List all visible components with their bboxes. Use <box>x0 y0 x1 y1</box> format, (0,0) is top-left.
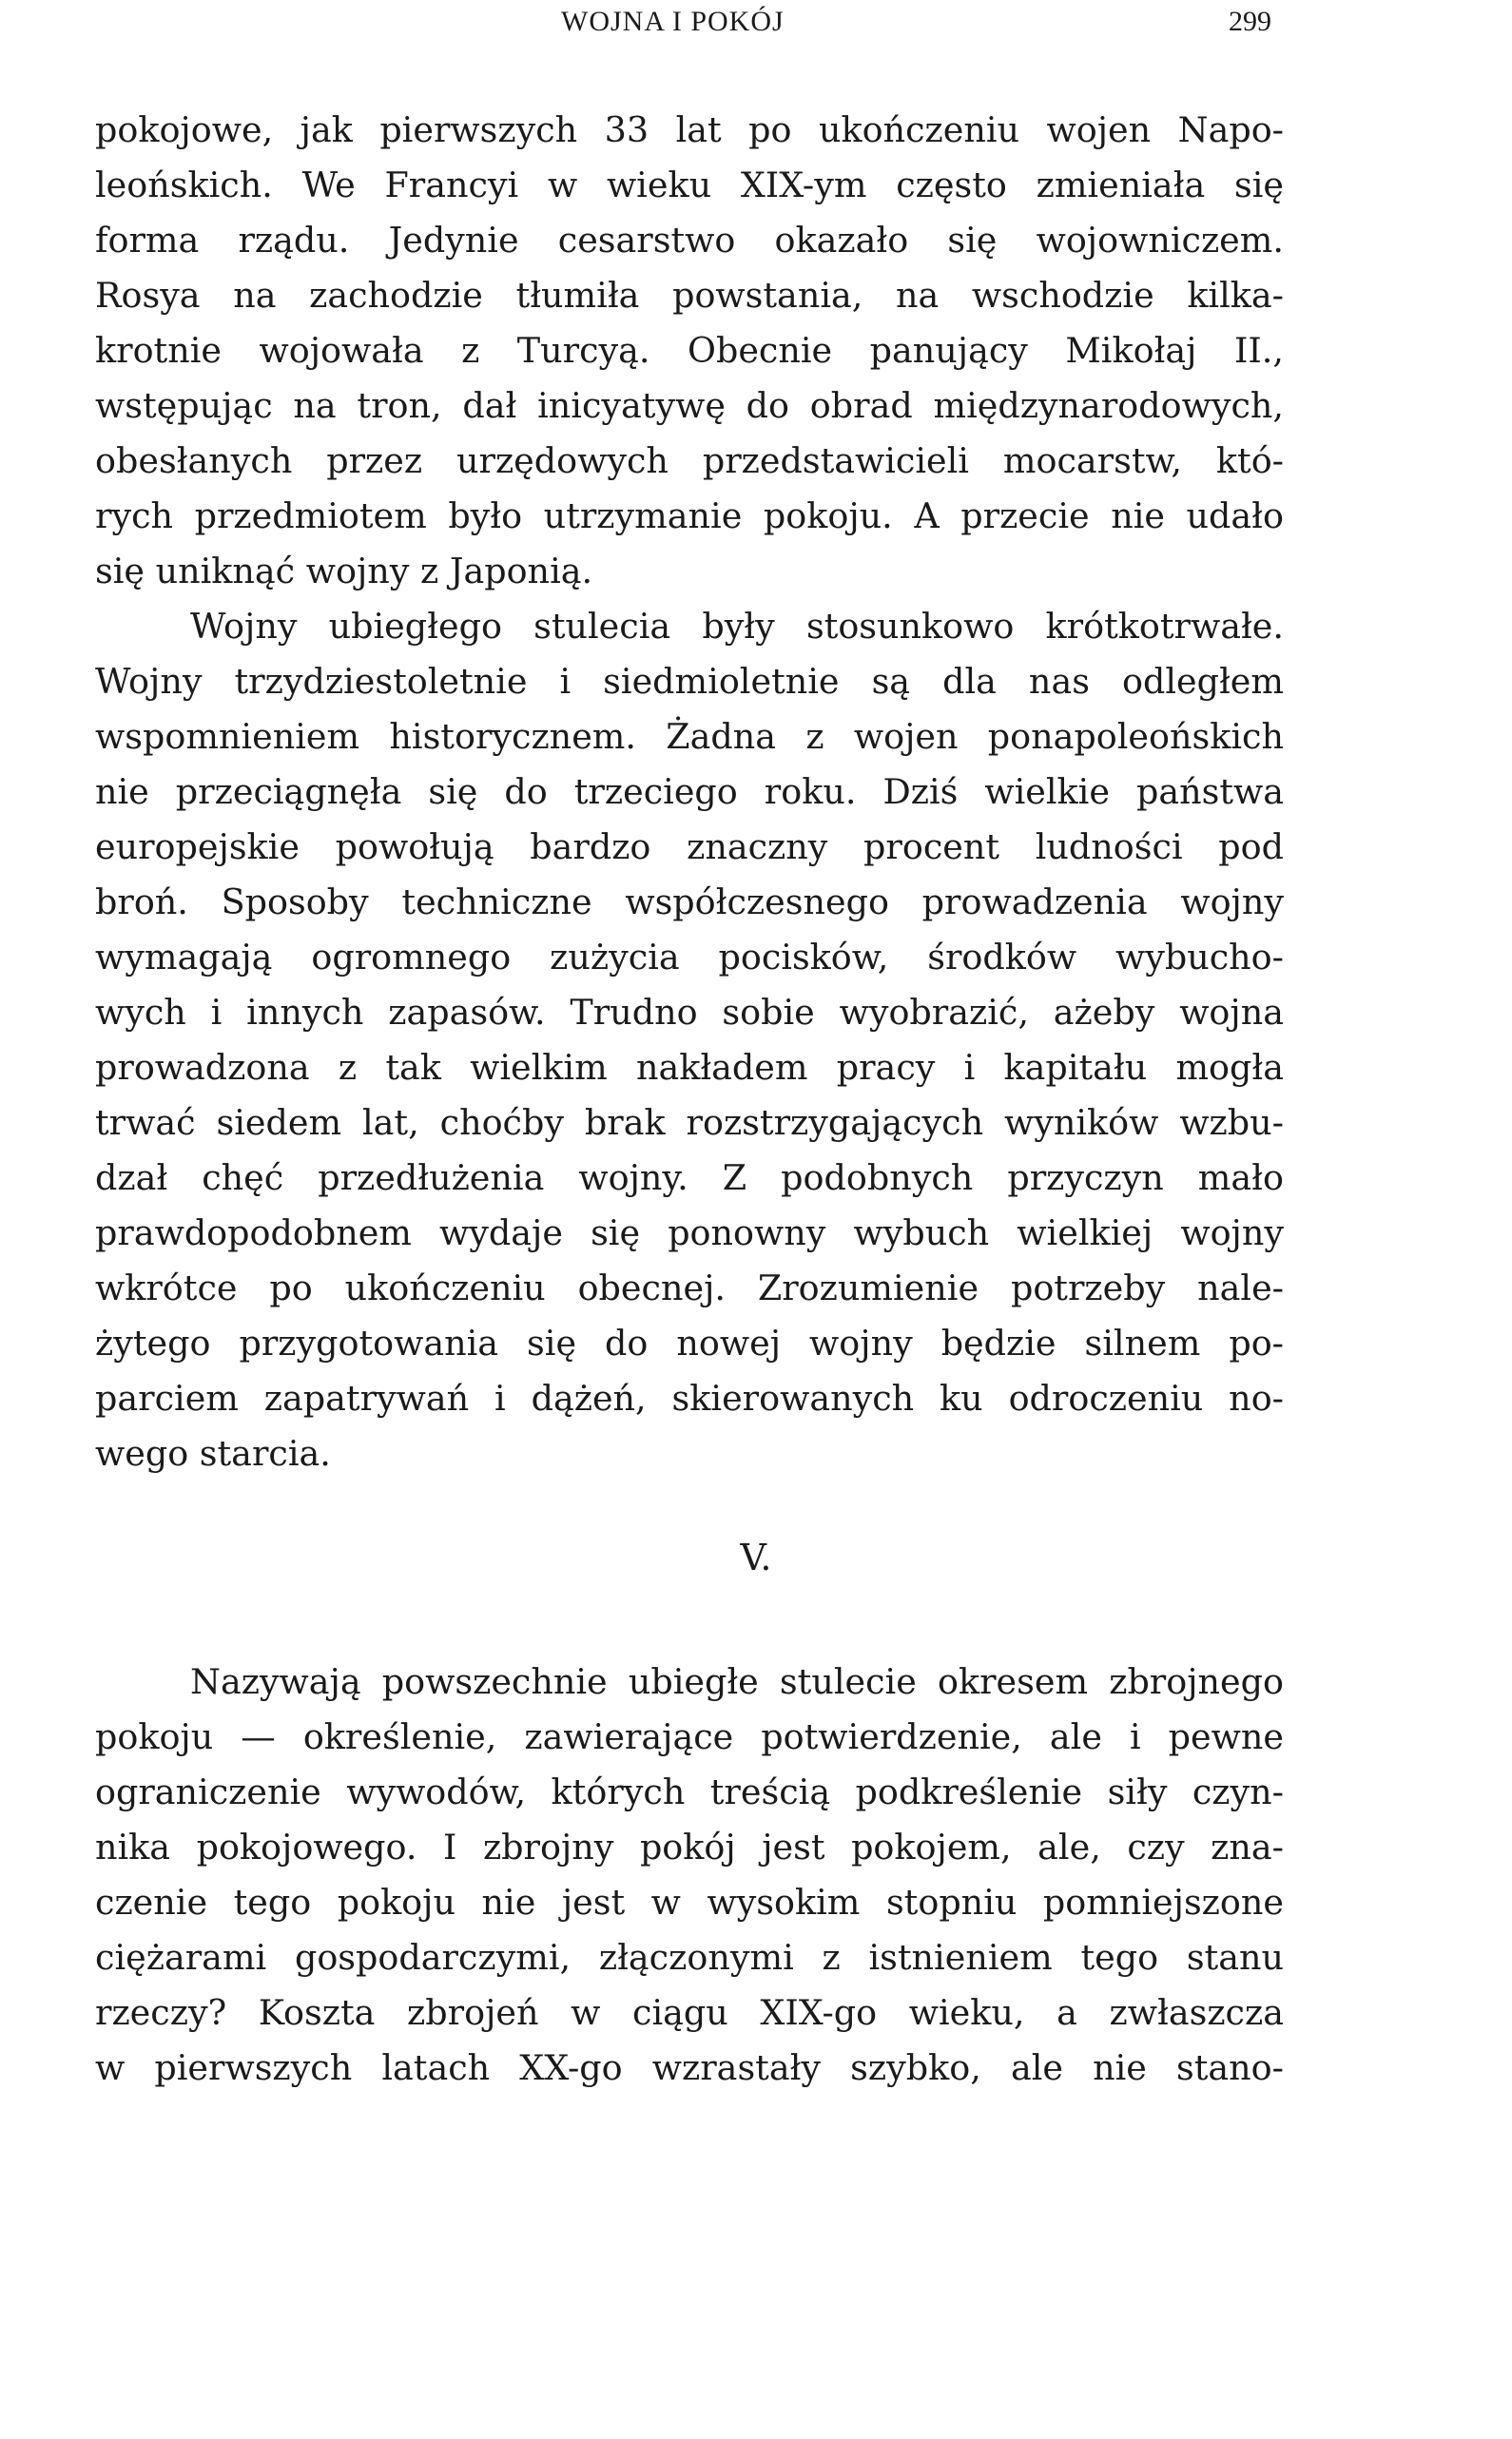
text-line: leońskich. We Francyi w wieku XIX-ym często zmieniała się <box>95 165 1284 205</box>
text-line: parciem zapatrywań i dążeń, skierowanych ku odroczeniu no- <box>95 1378 1284 1419</box>
text-line: wymagają ogromnego zużycia pocisków, środków wybucho- <box>95 937 1284 978</box>
running-header <box>0 6 1512 44</box>
text-line: prawdopodobnem wydaje się ponowny wybuch wielkiej wojny <box>95 1212 1284 1253</box>
text-line: Rosya na zachodzie tłumiła powstania, na wschodzie kilka- <box>95 275 1284 316</box>
text-line: broń. Sposoby techniczne współczesnego prowadzenia wojny <box>95 881 1284 922</box>
text-line: Wojny trzydziestoletnie i siedmioletnie są dla nas odległem <box>95 661 1284 702</box>
text-line: nie przeciągnęła się do trzeciego roku. Dziś wielkie państwa <box>95 771 1284 812</box>
text-line: pokoju — określenie, zawierające potwierdzenie, ale i pewne <box>95 1716 1284 1757</box>
text-line: się uniknąć wojny z Japonią. <box>95 551 593 591</box>
text-line: żytego przygotowania się do nowej wojny będzie silnem po- <box>95 1323 1284 1364</box>
text-line: rzeczy? Koszta zbrojeń w ciągu XIX-go wieku, a zwłaszcza <box>95 1992 1284 2033</box>
text-line: rych przedmiotem było utrzymanie pokoju. A przecie nie udało <box>95 495 1284 536</box>
text-line: wkrótce po ukończeniu obecnej. Zrozumienie potrzeby nale- <box>95 1268 1284 1308</box>
text-line: prowadzona z tak wielkim nakładem pracy i kapitału mogła <box>95 1047 1284 1088</box>
text-line: krotnie wojowała z Turcyą. Obecnie panujący Mikołaj II., <box>95 330 1284 371</box>
page-number: 299 <box>1229 6 1271 37</box>
text-line: ograniczenie wywodów, których treścią podkreślenie siły czyn- <box>95 1771 1284 1812</box>
text-line: wstępując na tron, dał inicyatywę do obrad międzynarodowych, <box>95 385 1284 426</box>
text-line: europejskie powołują bardzo znaczny procent ludności pod <box>95 826 1284 867</box>
text-line: forma rządu. Jedynie cesarstwo okazało się wojowniczem. <box>95 220 1284 261</box>
text-line: pokojowe, jak pierwszych 33 lat po ukończeniu wojen Napo- <box>95 109 1284 150</box>
text-line: obesłanych przez urzędowych przedstawicieli mocarstw, któ- <box>95 440 1284 481</box>
section-heading: V. <box>740 1537 772 1578</box>
text-line: nika pokojowego. I zbrojny pokój jest pokojem, ale, czy zna- <box>95 1827 1284 1868</box>
text-line: wego starcia. <box>95 1433 331 1474</box>
paragraph-3 <box>95 1655 1284 2096</box>
text-line: ciężarami gospodarczymi, złączonymi z istnieniem tego stanu <box>95 1937 1284 1978</box>
running-title: WOJNA I POKÓJ <box>561 6 785 37</box>
text-line: czenie tego pokoju nie jest w wysokim stopniu pomniejszone <box>95 1882 1284 1923</box>
text-line: w pierwszych latach XX-go wzrastały szybko, ale nie stano- <box>95 2047 1284 2088</box>
text-line: trwać siedem lat, choćby brak rozstrzygających wyników wzbu- <box>95 1102 1284 1143</box>
paragraph-1 <box>95 103 1284 599</box>
text-line: dzał chęć przedłużenia wojny. Z podobnych przyczyn mało <box>95 1157 1284 1198</box>
text-line: wspomnieniem historycznem. Żadna z wojen ponapoleońskich <box>95 716 1284 757</box>
text-line: Nazywają powszechnie ubiegłe stulecie okresem zbrojnego <box>190 1661 1284 1702</box>
text-line: wych i innych zapasów. Trudno sobie wyobrazić, ażeby wojna <box>95 992 1284 1033</box>
text-line: Wojny ubiegłego stulecia były stosunkowo krótkotrwałe. <box>190 606 1284 647</box>
paragraph-2 <box>95 599 1284 1481</box>
